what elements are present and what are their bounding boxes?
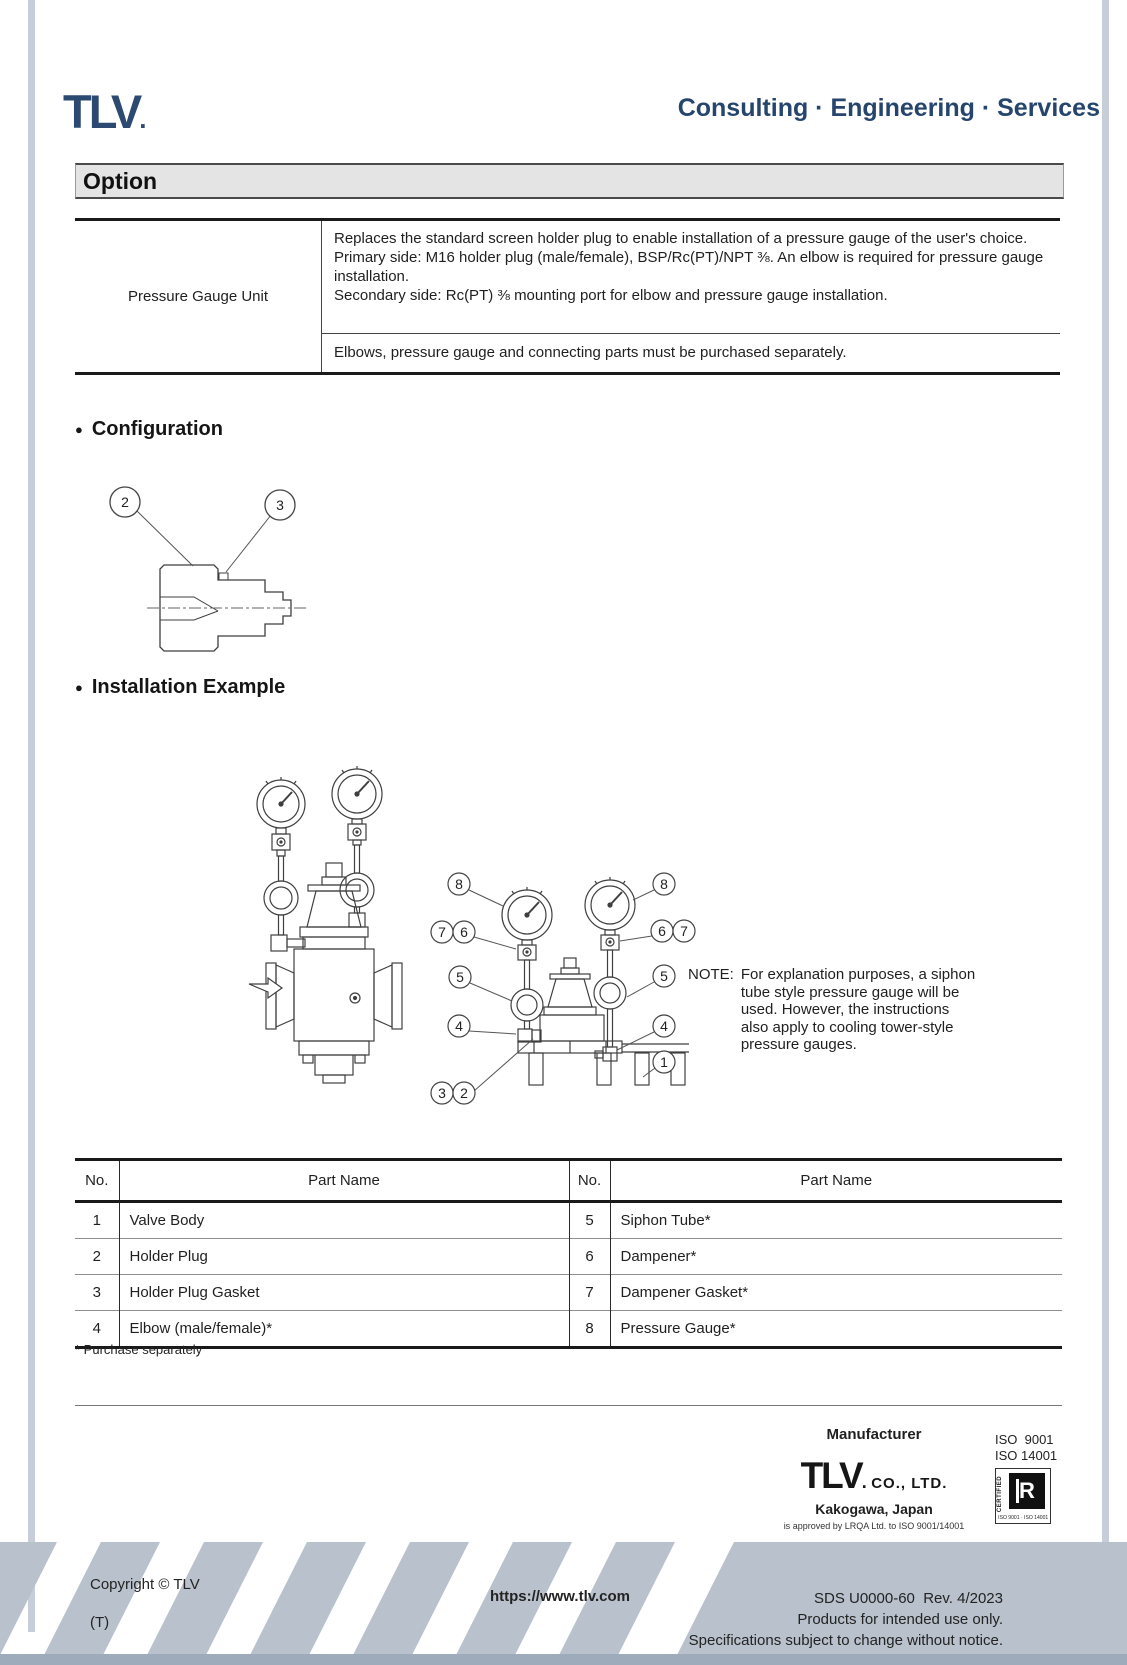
callout-1-label: 1 (660, 1054, 668, 1070)
spec-change-notice: Specifications subject to change without notice. (688, 1632, 1003, 1649)
description-paragraph: Secondary side: Rc(PT) ⅜ mounting port for elbow and pressure gauge installation. (334, 287, 888, 304)
siphon-tube-drawing (340, 873, 374, 907)
lrqa-certification-badge (995, 1468, 1051, 1524)
document-code: SDS U0000-60 Rev. 4/2023 (813, 1590, 1003, 1607)
description-note: Elbows, pressure gauge and connecting parts must be purchased separately. (334, 344, 847, 361)
description-paragraph: Replaces the standard screen holder plug to enable installation of a pressure gauge of the user's choice. (334, 230, 1028, 247)
tlv-logo-text: TLV (800, 1455, 862, 1496)
note-line: pressure gauges. (740, 1036, 857, 1053)
tlv-logo-text: TLV (63, 85, 140, 138)
gauge-tube-drawing (355, 845, 360, 873)
note-line: used. However, the instructions (740, 1001, 950, 1018)
certified-label: CERTIFIED (997, 1475, 1003, 1513)
dampener-drawing (348, 824, 366, 845)
note-block (688, 966, 1068, 1054)
t-mark: (T) (90, 1614, 110, 1631)
document-info (560, 1588, 1003, 1651)
divider-line (75, 1405, 1062, 1406)
callout-6-label: 6 (658, 923, 666, 939)
configuration-diagram (95, 470, 325, 656)
part-no: 7 (569, 1275, 610, 1311)
note-line: also apply to cooling tower-style (740, 1018, 954, 1036)
callout-8-label: 8 (455, 876, 463, 892)
part-name: Pressure Gauge* (610, 1311, 1062, 1348)
part-name: Siphon Tube* (610, 1202, 1062, 1239)
footer-bottom-bar (0, 1654, 1127, 1665)
elbow-drawing (518, 1029, 532, 1042)
manufacturer-logo (745, 1455, 1003, 1497)
installation-heading-label: Installation Example (91, 676, 286, 698)
dampener-drawing (518, 945, 536, 960)
table-row (75, 1275, 1062, 1311)
column-header-no: No. (569, 1160, 610, 1202)
pressure-gauge-drawing (332, 766, 382, 824)
table-row (75, 1239, 1062, 1275)
column-header-no: No. (75, 1160, 119, 1202)
callout-8-label: 8 (660, 876, 668, 892)
tlv-logo (63, 84, 147, 139)
column-header-part-name: Part Name (610, 1160, 1062, 1202)
part-no: 3 (75, 1275, 119, 1311)
part-name: Holder Plug Gasket (119, 1275, 569, 1311)
siphon-tube-drawing (594, 977, 626, 1009)
installation-diagram (165, 715, 725, 1105)
iso-certifications (995, 1432, 1057, 1464)
gauge-tube-drawing (279, 856, 284, 881)
labeled-valve-assembly-drawing (431, 873, 695, 1104)
callout-7-label: 7 (438, 924, 446, 940)
valve-body-drawing (266, 863, 402, 1083)
callout-4-label: 4 (660, 1018, 668, 1034)
badge-caption: ISO 9001 · ISO 14001 (998, 1515, 1049, 1521)
callout-2-label: 2 (460, 1085, 468, 1101)
pressure-gauge-drawing (585, 877, 635, 935)
callout-7-label: 7 (680, 923, 688, 939)
note-text (741, 966, 975, 1054)
part-name: Elbow (male/female)* (119, 1311, 569, 1348)
left-valve-assembly-drawing (249, 766, 402, 1083)
company-suffix: CO., LTD. (871, 1475, 948, 1492)
part-no: 6 (569, 1239, 610, 1275)
installation-heading (75, 676, 285, 699)
column-header-part-name: Part Name (119, 1160, 569, 1202)
gauge-tube-drawing (608, 950, 613, 977)
option-section-bar (75, 163, 1064, 199)
part-no: 2 (75, 1239, 119, 1275)
note-line: For explanation purposes, a siphon (740, 966, 976, 983)
tlv-logo-dot: . (861, 1472, 867, 1492)
dampener-drawing (272, 834, 290, 856)
page-border-left (28, 0, 35, 1632)
intended-use-notice: Products for intended use only. (797, 1611, 1003, 1628)
callout-3-label: 3 (276, 497, 284, 513)
manufacturer-label: Manufacturer (826, 1426, 922, 1443)
pressure-gauge-drawing (502, 887, 552, 945)
callout-3-label: 3 (438, 1085, 446, 1101)
page-border-right (1102, 0, 1109, 1542)
parts-table-header-row (75, 1160, 1062, 1202)
configuration-heading-label: Configuration (91, 418, 223, 440)
iso-9001-label: ISO 9001 (995, 1432, 1054, 1447)
dampener-drawing (601, 935, 619, 950)
tagline: Consulting · Engineering · Services (677, 94, 1100, 122)
callout-2-label: 2 (121, 494, 129, 510)
website-link[interactable]: https://www.tlv.com (489, 1588, 630, 1605)
pressure-gauge-drawing (257, 777, 305, 834)
part-no: 5 (569, 1202, 610, 1239)
table-row (75, 1202, 1062, 1239)
description-paragraph: Primary side: M16 holder plug (male/female), BSP/Rc(PT)/NPT ⅜. An elbow is required for pressure gauge installation. (334, 249, 1044, 285)
bullet-icon: ● (75, 680, 83, 695)
elbow-drawing (349, 913, 365, 927)
lr-mark-icon: R (1009, 1473, 1045, 1509)
part-name: Holder Plug (119, 1239, 569, 1275)
callout-4-label: 4 (455, 1018, 463, 1034)
option-title: Option (83, 167, 158, 194)
iso-14001-label: ISO 14001 (995, 1448, 1058, 1463)
manufacturer-block (745, 1426, 1003, 1531)
part-no: 4 (75, 1311, 119, 1348)
parts-table (75, 1158, 1062, 1349)
callout-6-label: 6 (460, 924, 468, 940)
approval-note: is approved by LRQA Ltd. to ISO 9001/14001 (783, 1521, 965, 1531)
callout-5-label: 5 (456, 969, 464, 985)
purchase-separately-footnote: * Purchase separately (75, 1342, 203, 1357)
manufacturer-location: Kakogawa, Japan (815, 1501, 933, 1517)
callout-5-label: 5 (660, 968, 668, 984)
bullet-icon: ● (75, 422, 83, 437)
gasket-notch-drawing (219, 573, 228, 580)
part-name: Dampener* (610, 1239, 1062, 1275)
note-line: tube style pressure gauge will be (740, 983, 960, 1001)
part-no: 1 (75, 1202, 119, 1239)
part-no: 8 (569, 1311, 610, 1348)
note-label: NOTE: (688, 966, 734, 983)
option-description-table (75, 218, 1060, 375)
part-name: Dampener Gasket* (610, 1275, 1062, 1311)
tlv-logo-dot: . (139, 104, 147, 134)
part-name: Valve Body (119, 1202, 569, 1239)
copyright-notice: Copyright © TLV (90, 1576, 200, 1593)
pipe-stub-drawing (635, 1053, 649, 1085)
configuration-heading (75, 418, 223, 441)
product-description-main (322, 221, 1060, 334)
siphon-tube-drawing (511, 989, 543, 1021)
product-description-cell (322, 221, 1060, 372)
product-name-cell: Pressure Gauge Unit (75, 221, 322, 372)
gauge-tube-drawing (525, 960, 530, 989)
siphon-tube-drawing (264, 881, 298, 915)
table-row (75, 1311, 1062, 1348)
